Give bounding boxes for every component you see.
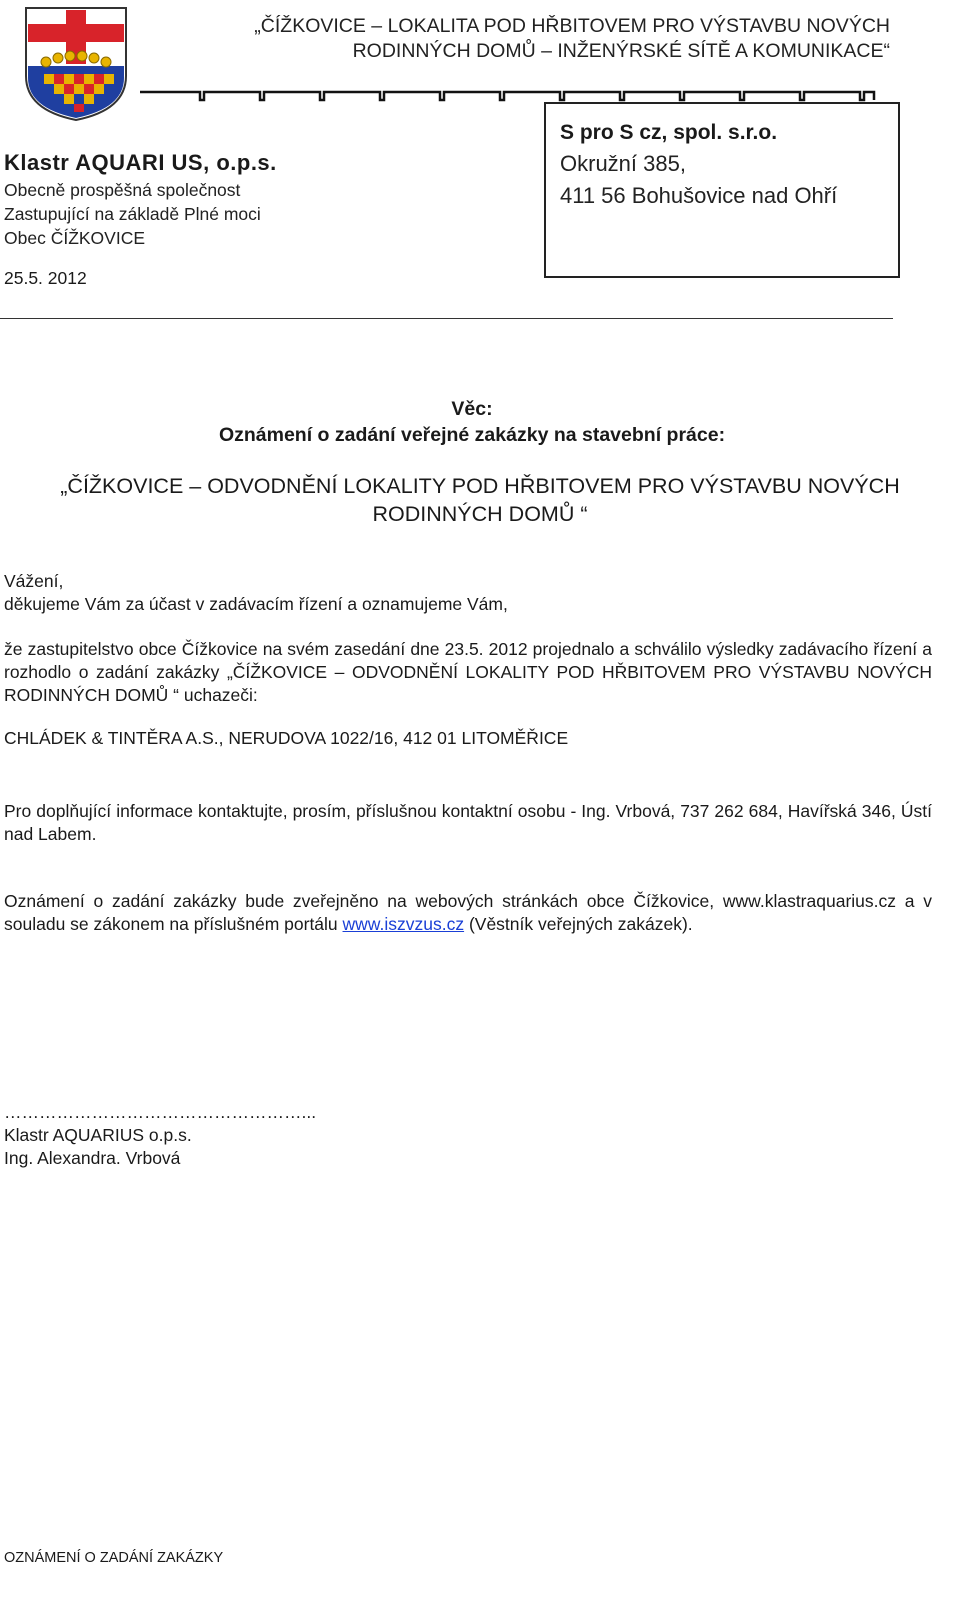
signature-person: Ing. Alexandra. Vrbová bbox=[4, 1148, 181, 1168]
project-title bbox=[170, 14, 890, 64]
sender-type: Obecně prospěšná společnost bbox=[4, 180, 241, 200]
contact-paragraph: Pro doplňující informace kontaktujte, prosím, příslušnou kontaktní osobu - Ing. Vrbová, 737 262 684, Havířská 346, Ústí nad Labem. bbox=[4, 801, 932, 844]
decision-paragraph: že zastupitelstvo obce Čížkovice na svém zasedání dne 23.5. 2012 projednalo a schválilo výsledky zadávacího řízení a rozhodlo o zadání zakázky „ČÍŽKOVICE – ODVODNĚNÍ LOKALITY POD HŘBITOVEM PRO VÝSTAVBU NOVÝCH RODINNÝCH DOMŮ “ uchazeči: bbox=[4, 639, 932, 705]
signature-org: Klastr AQUARIUS o.p.s. bbox=[4, 1125, 192, 1145]
recipient-company: S pro S cz, spol. s.r.o. bbox=[560, 121, 778, 144]
recipient-street: Okružní 385, bbox=[560, 151, 686, 176]
winner-line: CHLÁDEK & TINTĚRA A.S., NERUDOVA 1022/16, 412 01 LITOMĚŘICE bbox=[4, 728, 569, 748]
signature-block bbox=[4, 1101, 932, 1170]
project-title-line: RODINNÝCH DOMŮ – INŽENÝRSKÉ SÍTĚ A KOMUNIKACE“ bbox=[352, 40, 890, 62]
sender-block bbox=[4, 148, 277, 250]
signature-dots: ……………………………………………... bbox=[4, 1102, 317, 1122]
project-title-line: „ČÍŽKOVICE – LOKALITA POD HŘBITOVEM PRO VÝSTAVBU NOVÝCH bbox=[254, 15, 890, 37]
project-name-line: RODINNÝCH DOMŮ “ bbox=[372, 502, 588, 526]
header-separator bbox=[0, 318, 893, 319]
letter-date: 25.5. 2012 bbox=[4, 268, 87, 288]
page-footer: OZNÁMENÍ O ZADÁNÍ ZAKÁZKY bbox=[4, 1550, 224, 1566]
sender-name: Klastr AQUARI US, o.p.s. bbox=[4, 150, 277, 175]
sender-representation: Zastupující na základě Plné moci bbox=[4, 204, 261, 224]
publish-text: Oznámení o zadání zakázky bude zveřejněno na webových stránkách obce Čížkovice, www.klastraquarius.cz a v souladu se zákonem na příslušném portálu bbox=[4, 891, 932, 934]
greeting: Vážení, bbox=[4, 571, 64, 591]
portal-link[interactable]: www.iszvzus.cz bbox=[342, 914, 465, 934]
recipient-city: 411 56 Bohušovice nad Ohří bbox=[560, 183, 838, 208]
project-name-line: „ČÍŽKOVICE – ODVODNĚNÍ LOKALITY POD HŘBITOVEM PRO VÝSTAVBU NOVÝCH bbox=[60, 474, 900, 498]
project-name bbox=[0, 472, 960, 528]
subject bbox=[0, 396, 944, 448]
sender-municipality: Obec ČÍŽKOVICE bbox=[4, 228, 146, 248]
recipient-address-box bbox=[544, 102, 900, 278]
thanks-paragraph: děkujeme Vám za účast v zadávacím řízení a oznamujeme Vám, bbox=[4, 594, 508, 614]
coat-of-arms-icon bbox=[24, 6, 128, 122]
subject-label: Věc: bbox=[451, 398, 493, 420]
publish-paragraph bbox=[4, 890, 932, 936]
subject-text: Oznámení o zadání veřejné zakázky na stavební práce: bbox=[218, 424, 726, 446]
publish-text-end: (Věstník veřejných zakázek). bbox=[464, 914, 693, 934]
